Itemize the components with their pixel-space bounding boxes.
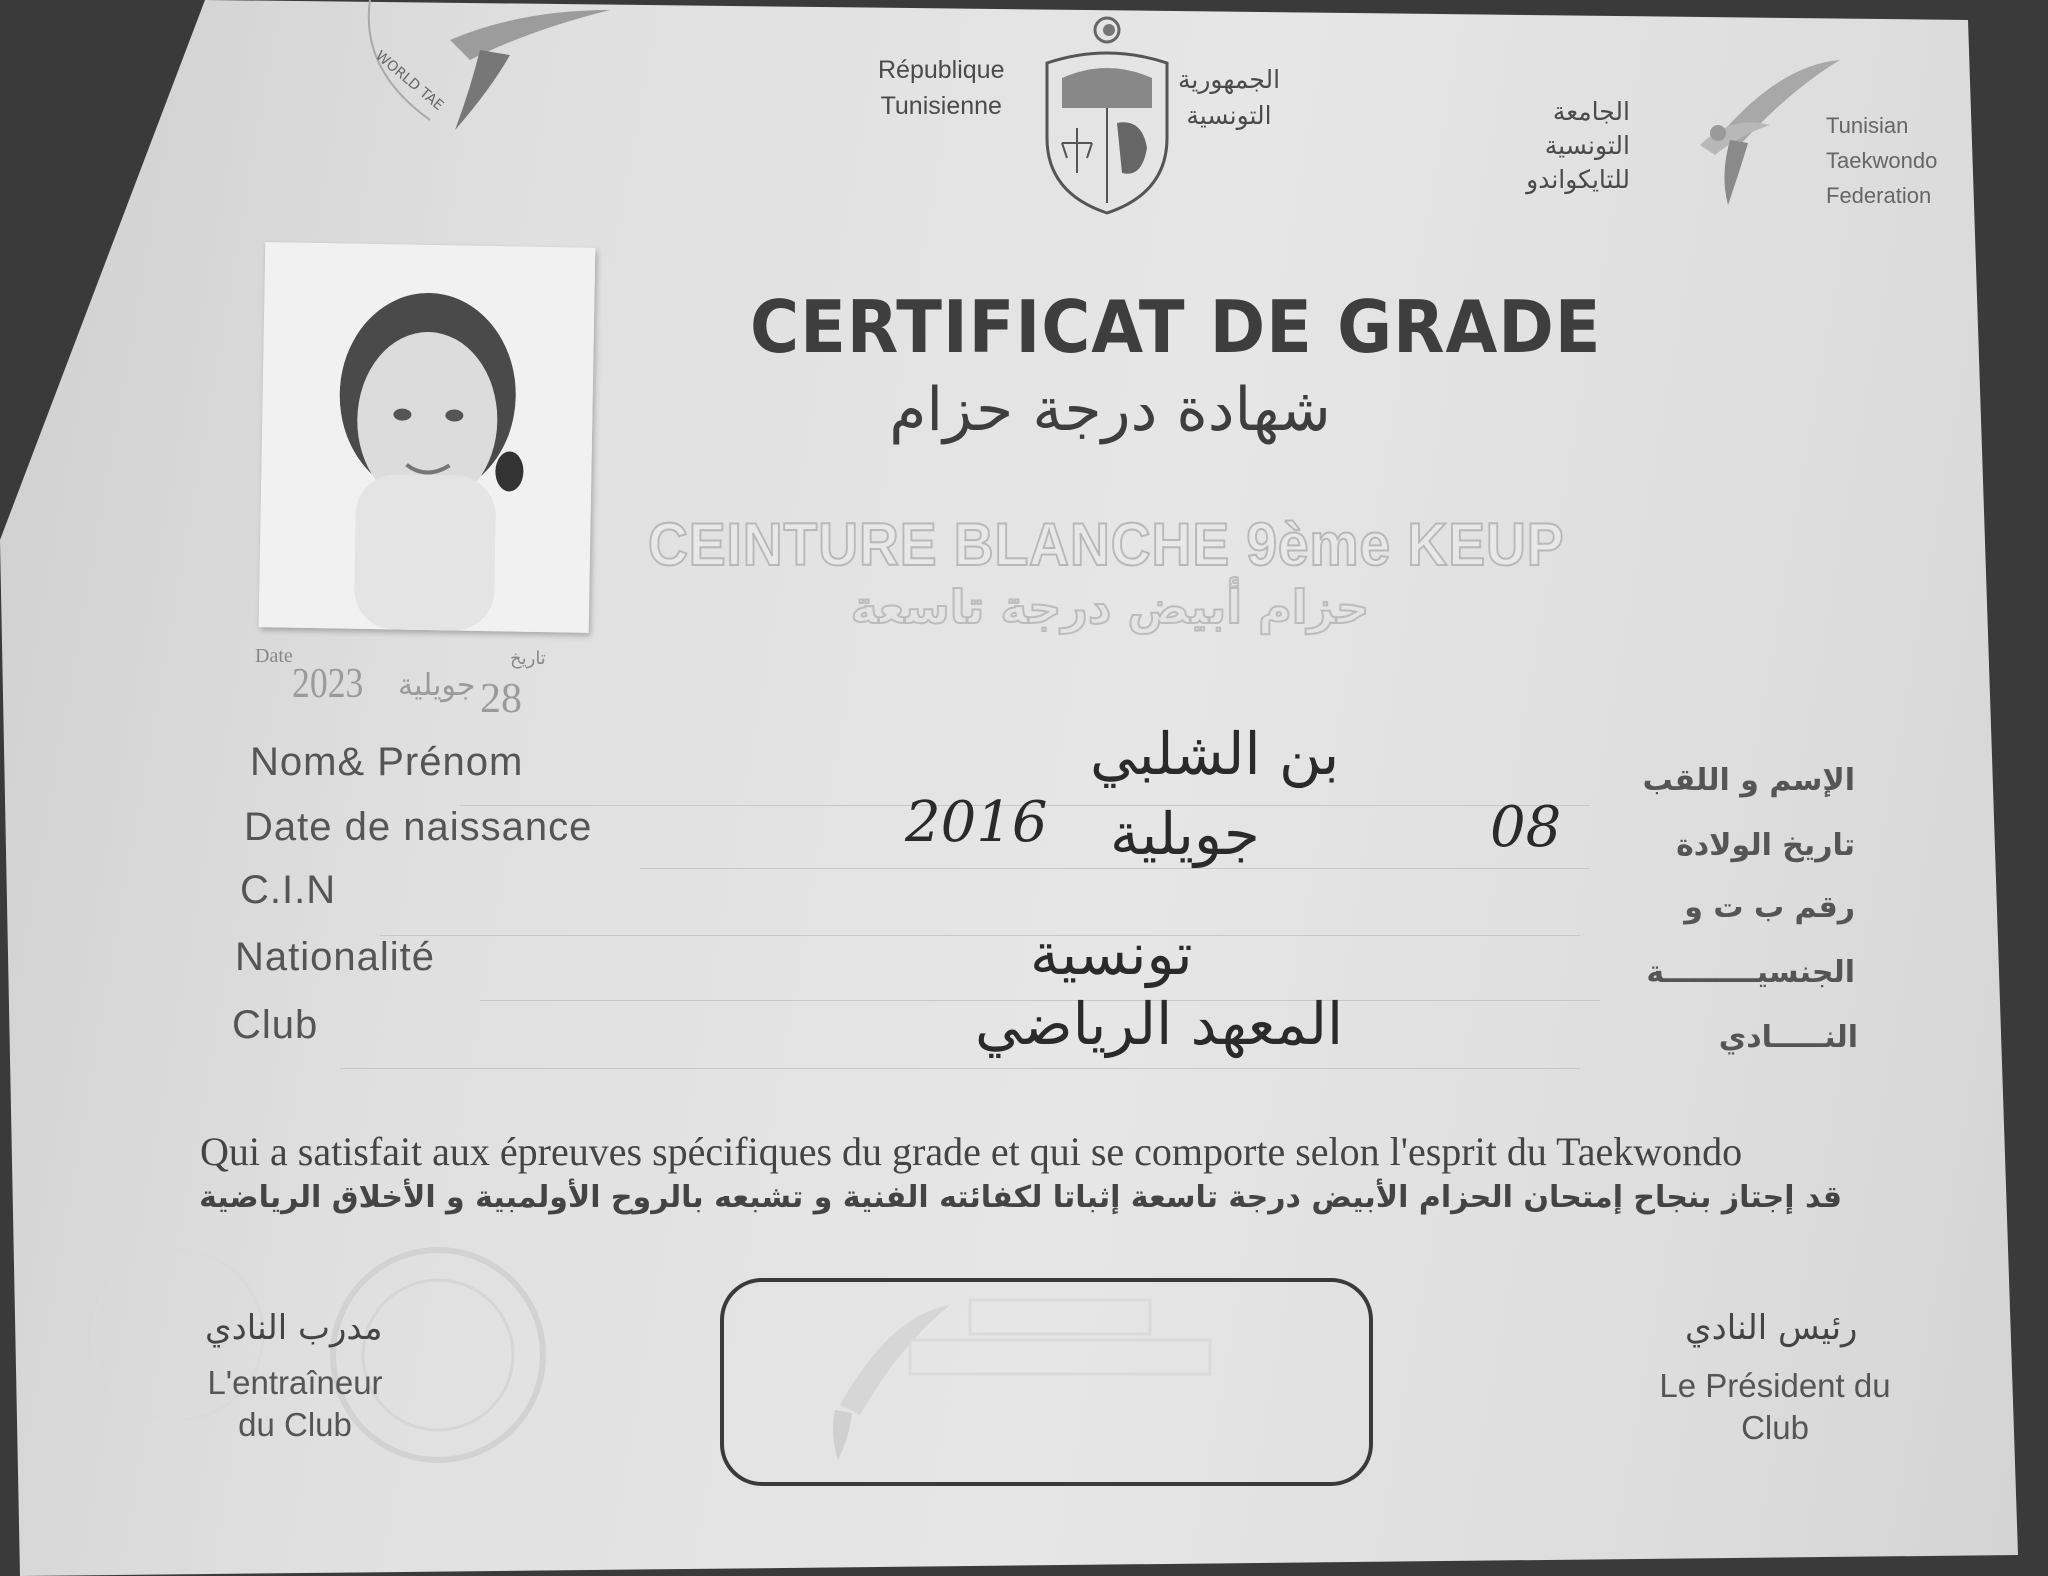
nationality-label-ar: الجنسيـــــــــة [1646,955,1855,990]
photo-date-label: Date [255,645,293,667]
birthdate-day-value: 08 [1490,795,1562,860]
coat-of-arms-icon [1032,8,1182,218]
cin-label-ar: رقم ب ت و [1684,890,1855,925]
club-value: المعهد الرياضي [975,990,1344,1058]
belt-grade-fr: CEINTURE BLANCHE 9ème KEUP [648,511,1565,578]
birthdate-month-value: جويلية [1110,800,1260,868]
world-taekwondo-logo-icon [360,0,620,140]
republic-name-fr: République Tunisienne [878,56,1005,120]
birthdate-label-fr: Date de naissance [244,805,593,849]
nationality-value: تونسية [1030,920,1193,988]
federation-name-ar: الجامعة التونسية للتايكواندو [1526,97,1630,194]
president-title-fr: Le Président du Club [1659,1367,1891,1446]
statement-ar: قد إجتاز بنجاح إمتحان الحزام الأبيض درجة تاسعة إثباتا لكفائته الفنية و تشبعه بالروح الأولمبية و الأخلاق الرياضية [199,1180,1842,1215]
president-title-ar: رئيس النادي [1685,1308,1858,1348]
statement-fr: Qui a satisfait aux épreuves spécifiques du grade et qui se comporte selon l'esprit du Taekwondo [200,1129,1743,1174]
certificate-title-fr: CERTIFICAT DE GRADE [750,285,1602,369]
holder-photo [259,242,596,633]
photo-date-label-ar: تاريخ [510,648,546,669]
coach-title-fr: L'entraîneur du Club [207,1364,383,1443]
field-guide-line [340,1068,1580,1069]
field-guide-line [380,935,1580,936]
birthdate-label-ar: تاريخ الولادة [1676,828,1855,863]
photo-date-month: جويلية [398,668,476,703]
republic-name-ar: الجمهورية التونسية [1178,65,1281,130]
cin-label-fr: C.I.N [240,868,337,912]
birthdate-year-value: 2016 [905,790,1048,855]
federation-logo-icon [1660,55,1840,205]
federation-stamp-icon [780,1285,1240,1465]
club-label-ar: النـــــادي [1718,1020,1858,1055]
certificate-title-ar: شهادة درجة حزام [889,375,1331,445]
field-guide-line [640,868,1590,869]
child-portrait-icon [259,242,596,633]
nationality-label-fr: Nationalité [235,935,436,979]
name-label-fr: Nom& Prénom [250,740,524,784]
coach-title-ar: مدرب النادي [205,1308,383,1348]
belt-grade-ar: حزام أبيض درجة تاسعة [850,580,1370,634]
photo-date-year: 2023 [292,661,364,707]
name-label-ar: الإسم و اللقب [1642,763,1855,798]
federation-name-en: Tunisian Taekwondo Federation [1826,113,1938,208]
club-label-fr: Club [232,1003,319,1047]
photo-date-day: 28 [480,676,522,722]
name-value: بن الشلبي [1090,720,1340,788]
svg-text:WORLD TAE: WORLD TAE [372,47,447,114]
